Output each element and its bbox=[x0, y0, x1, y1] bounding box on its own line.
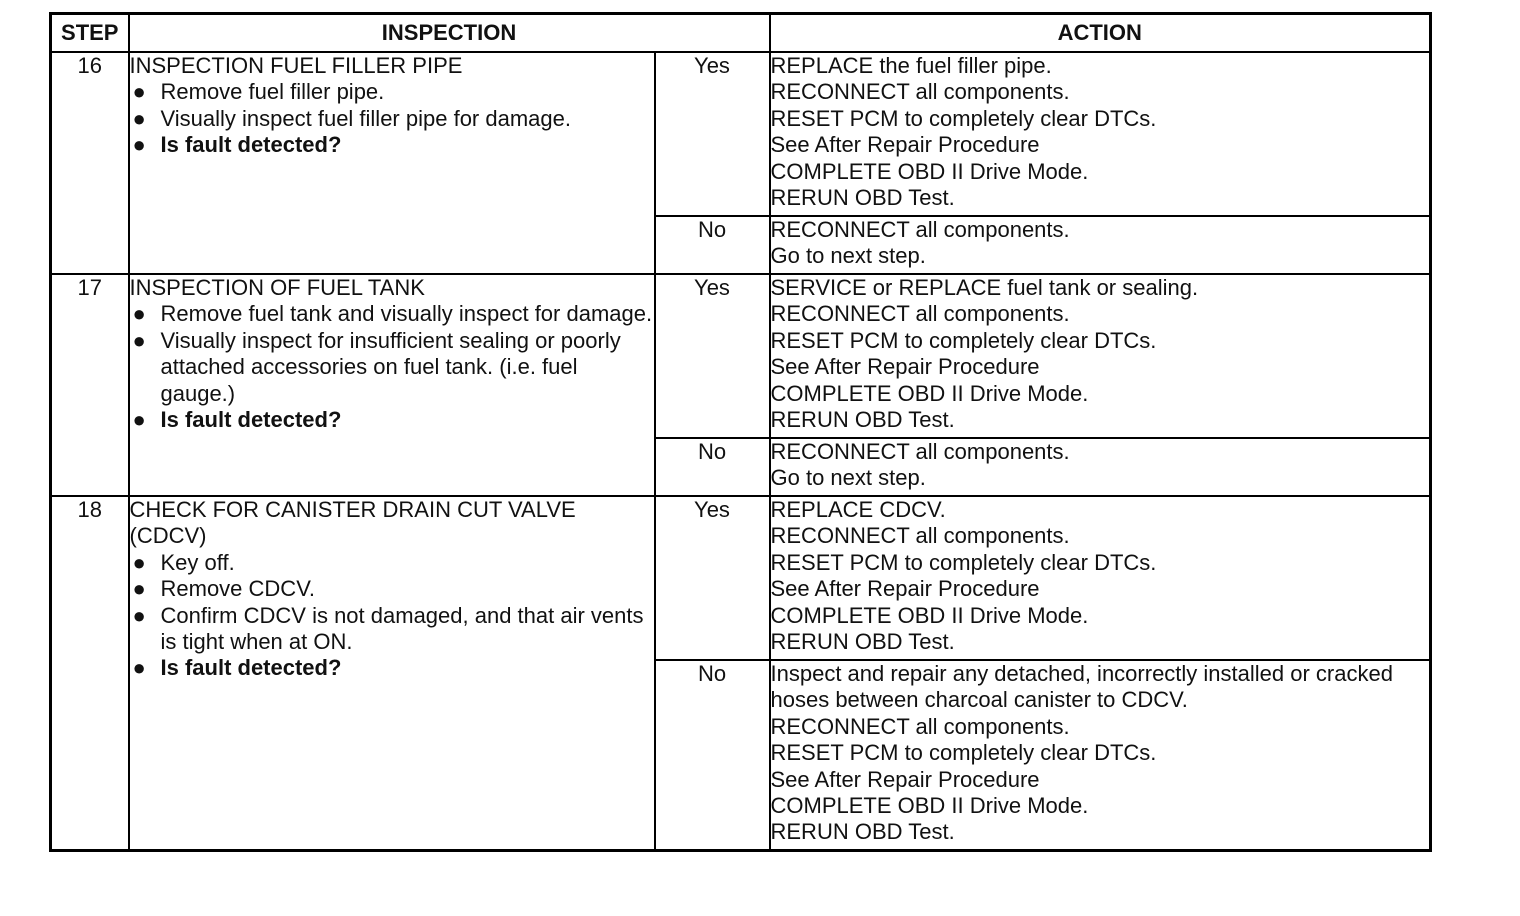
diagnostic-table bbox=[49, 12, 1432, 852]
inspection-item: ● Remove fuel filler pipe. bbox=[132, 79, 385, 105]
diagnostic-table-wrapper bbox=[49, 12, 1429, 852]
step-17-inspection bbox=[129, 274, 655, 496]
inspection-list bbox=[130, 79, 654, 158]
action-line: RERUN OBD Test. bbox=[770, 819, 955, 845]
no-actions bbox=[770, 216, 1431, 274]
step-18-yes-row bbox=[51, 496, 1431, 660]
action-line: Inspect and repair any detached, incorrectly installed or cracked hoses between charcoal canister to CDCV. bbox=[770, 661, 1393, 713]
action-line: RECONNECT all components. bbox=[770, 79, 1070, 105]
answer-no: No bbox=[655, 216, 770, 274]
answer-no: No bbox=[655, 438, 770, 496]
bullet-icon: ● bbox=[132, 105, 146, 131]
inspection-title: INSPECTION OF FUEL TANK bbox=[129, 275, 425, 300]
bullet-icon: ● bbox=[132, 549, 146, 575]
action-line: See After Repair Procedure bbox=[770, 766, 1040, 792]
inspection-list bbox=[130, 301, 654, 433]
action-line: SERVICE or REPLACE fuel tank or sealing. bbox=[770, 275, 1199, 300]
answer-yes: Yes bbox=[655, 274, 770, 438]
inspection-title: CHECK FOR CANISTER DRAIN CUT VALVE (CDCV) bbox=[129, 497, 576, 549]
inspection-item: ● Remove CDCV. bbox=[132, 576, 315, 602]
step-18-inspection bbox=[129, 496, 655, 851]
action-line: RESET PCM to completely clear DTCs. bbox=[770, 105, 1157, 131]
action-line: See After Repair Procedure bbox=[770, 132, 1040, 158]
action-line: RESET PCM to completely clear DTCs. bbox=[770, 327, 1157, 353]
action-line: See After Repair Procedure bbox=[770, 354, 1040, 380]
action-line: RECONNECT all components. bbox=[770, 301, 1070, 327]
inspection-item: ● Visually inspect for insufficient sealing or poorly attached accessories on fuel tank. (i.e. fuel gauge.) bbox=[132, 327, 621, 406]
answer-yes: Yes bbox=[655, 52, 770, 216]
inspection-item: ● Remove fuel tank and visually inspect for damage. bbox=[132, 301, 653, 327]
action-line: RESET PCM to completely clear DTCs. bbox=[770, 740, 1157, 766]
step-number: 18 bbox=[51, 496, 129, 851]
action-line: REPLACE the fuel filler pipe. bbox=[770, 53, 1052, 78]
step-16-yes-row bbox=[51, 52, 1431, 216]
bullet-icon: ● bbox=[132, 327, 146, 353]
action-line: RESET PCM to completely clear DTCs. bbox=[770, 549, 1157, 575]
action-line: Go to next step. bbox=[770, 243, 926, 269]
action-line: RERUN OBD Test. bbox=[770, 407, 955, 433]
action-line: RECONNECT all components. bbox=[770, 523, 1070, 549]
inspection-item: ● Confirm CDCV is not damaged, and that air vents is tight when at ON. bbox=[132, 602, 644, 655]
bullet-icon: ● bbox=[132, 301, 146, 327]
inspection-title: INSPECTION FUEL FILLER PIPE bbox=[129, 53, 463, 78]
bullet-icon: ● bbox=[132, 602, 146, 628]
action-line: COMPLETE OBD II Drive Mode. bbox=[770, 158, 1089, 184]
inspection-column-header: INSPECTION bbox=[129, 14, 770, 53]
action-column-header: ACTION bbox=[770, 14, 1431, 53]
step-17-yes-row bbox=[51, 274, 1431, 438]
yes-actions bbox=[770, 52, 1431, 216]
action-line: RECONNECT all components. bbox=[770, 713, 1070, 739]
action-line: COMPLETE OBD II Drive Mode. bbox=[770, 602, 1089, 628]
step-16-inspection bbox=[129, 52, 655, 274]
inspection-question: ● Is fault detected? bbox=[132, 655, 342, 681]
no-actions bbox=[770, 660, 1431, 851]
action-line: COMPLETE OBD II Drive Mode. bbox=[770, 793, 1089, 819]
inspection-item: ● Key off. bbox=[132, 549, 235, 575]
yes-actions bbox=[770, 496, 1431, 660]
step-column-header: STEP bbox=[51, 14, 129, 53]
bullet-icon: ● bbox=[132, 407, 146, 433]
inspection-question: ● Is fault detected? bbox=[132, 407, 342, 433]
inspection-list bbox=[130, 550, 654, 682]
action-line: RECONNECT all components. bbox=[770, 439, 1070, 464]
answer-no: No bbox=[655, 660, 770, 851]
inspection-question: ● Is fault detected? bbox=[132, 132, 342, 158]
action-line: COMPLETE OBD II Drive Mode. bbox=[770, 380, 1089, 406]
step-number: 16 bbox=[51, 52, 129, 274]
answer-yes: Yes bbox=[655, 496, 770, 660]
table-header-row bbox=[51, 14, 1431, 53]
action-line: REPLACE CDCV. bbox=[770, 497, 946, 522]
action-line: See After Repair Procedure bbox=[770, 576, 1040, 602]
no-actions bbox=[770, 438, 1431, 496]
action-line: Go to next step. bbox=[770, 465, 926, 491]
action-line: RERUN OBD Test. bbox=[770, 629, 955, 655]
bullet-icon: ● bbox=[132, 655, 146, 681]
yes-actions bbox=[770, 274, 1431, 438]
bullet-icon: ● bbox=[132, 132, 146, 158]
action-line: RECONNECT all components. bbox=[770, 217, 1070, 242]
action-line: RERUN OBD Test. bbox=[770, 185, 955, 211]
bullet-icon: ● bbox=[132, 79, 146, 105]
bullet-icon: ● bbox=[132, 576, 146, 602]
step-number: 17 bbox=[51, 274, 129, 496]
inspection-item: ● Visually inspect fuel filler pipe for damage. bbox=[132, 105, 571, 131]
